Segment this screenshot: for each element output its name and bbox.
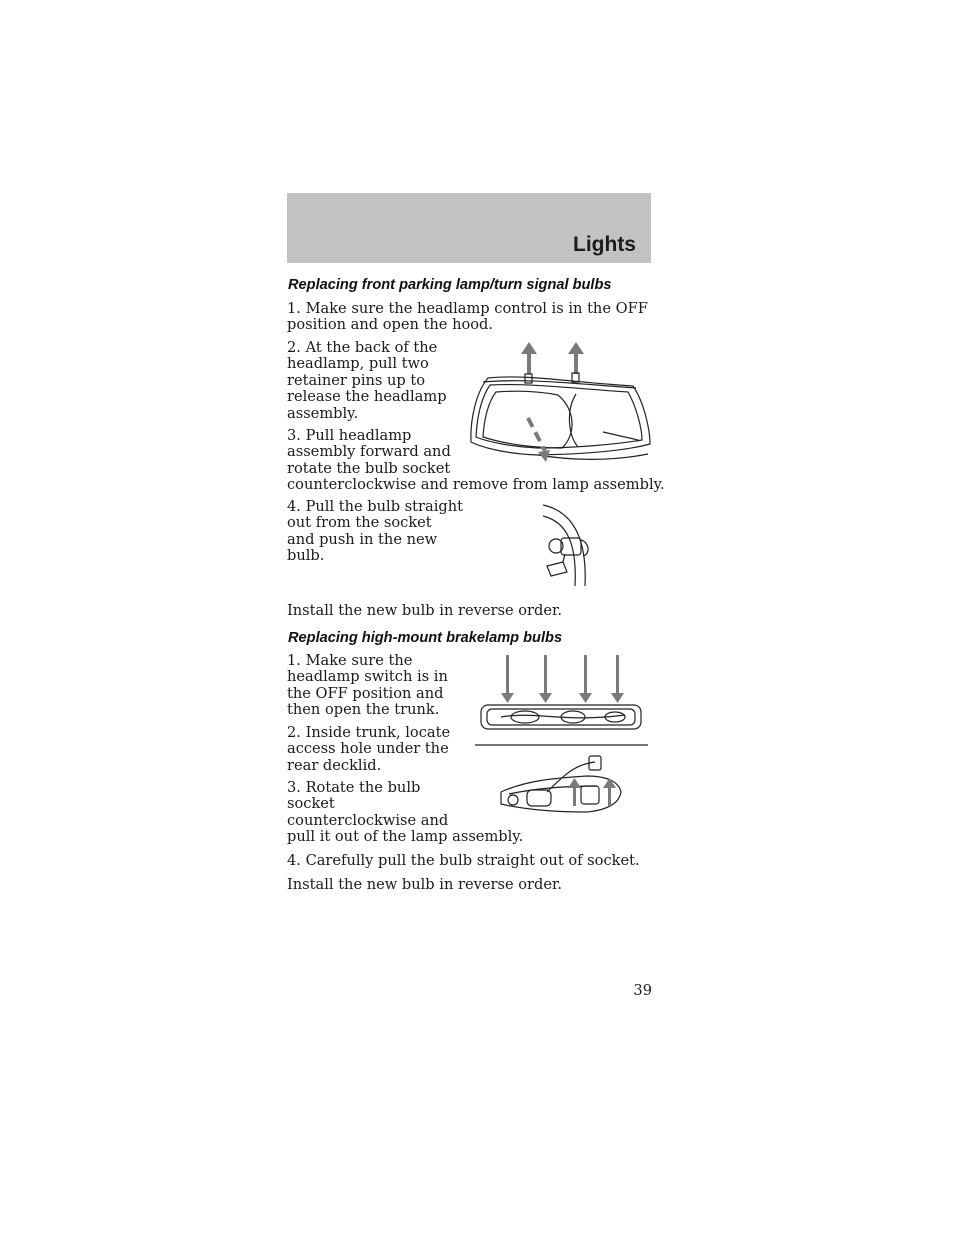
section-header-band (287, 193, 651, 263)
headlamp-assembly-illustration (468, 340, 654, 465)
step-1-text: 1. Make sure the headlamp control is in the OFF position and open the hood. (287, 300, 648, 334)
section-title: Lights (573, 233, 636, 256)
page-number: 39 (633, 982, 652, 999)
step-4-text: 4. Pull the bulb straight out from the socket and push in the new bulb. (287, 498, 463, 565)
closing-instruction: Install the new bulb in reverse order. (287, 602, 562, 619)
subsection-heading-brakelamp: Replacing high-mount brakelamp bulbs (288, 630, 563, 646)
brakelamp-socket-removal-illustration (497, 752, 625, 818)
bulb-socket-illustration (535, 502, 615, 588)
closing-instruction: Install the new bulb in reverse order. (287, 876, 562, 893)
step-3-text: 3. Pull headlamp assembly forward and rotate the bulb socket counterclockwise and remove from lamp assembly. (287, 427, 665, 494)
step-1-text: 1. Make sure the headlamp switch is in the OFF position and then open the trunk. (287, 652, 448, 719)
brakelamp-cover-illustration (475, 653, 650, 748)
subsection-heading-parking-lamp: Replacing front parking lamp/turn signal bulbs (288, 277, 612, 293)
step-4-text: 4. Carefully pull the bulb straight out of socket. (287, 852, 640, 869)
step-2-text: 2. At the back of the headlamp, pull two retainer pins up to release the headlamp assembly. (287, 339, 447, 422)
step-3-text: 3. Rotate the bulb socket counterclockwise and pull it out of the lamp assembly. (287, 779, 524, 846)
step-2-text: 2. Inside trunk, locate access hole under the rear decklid. (287, 724, 451, 774)
